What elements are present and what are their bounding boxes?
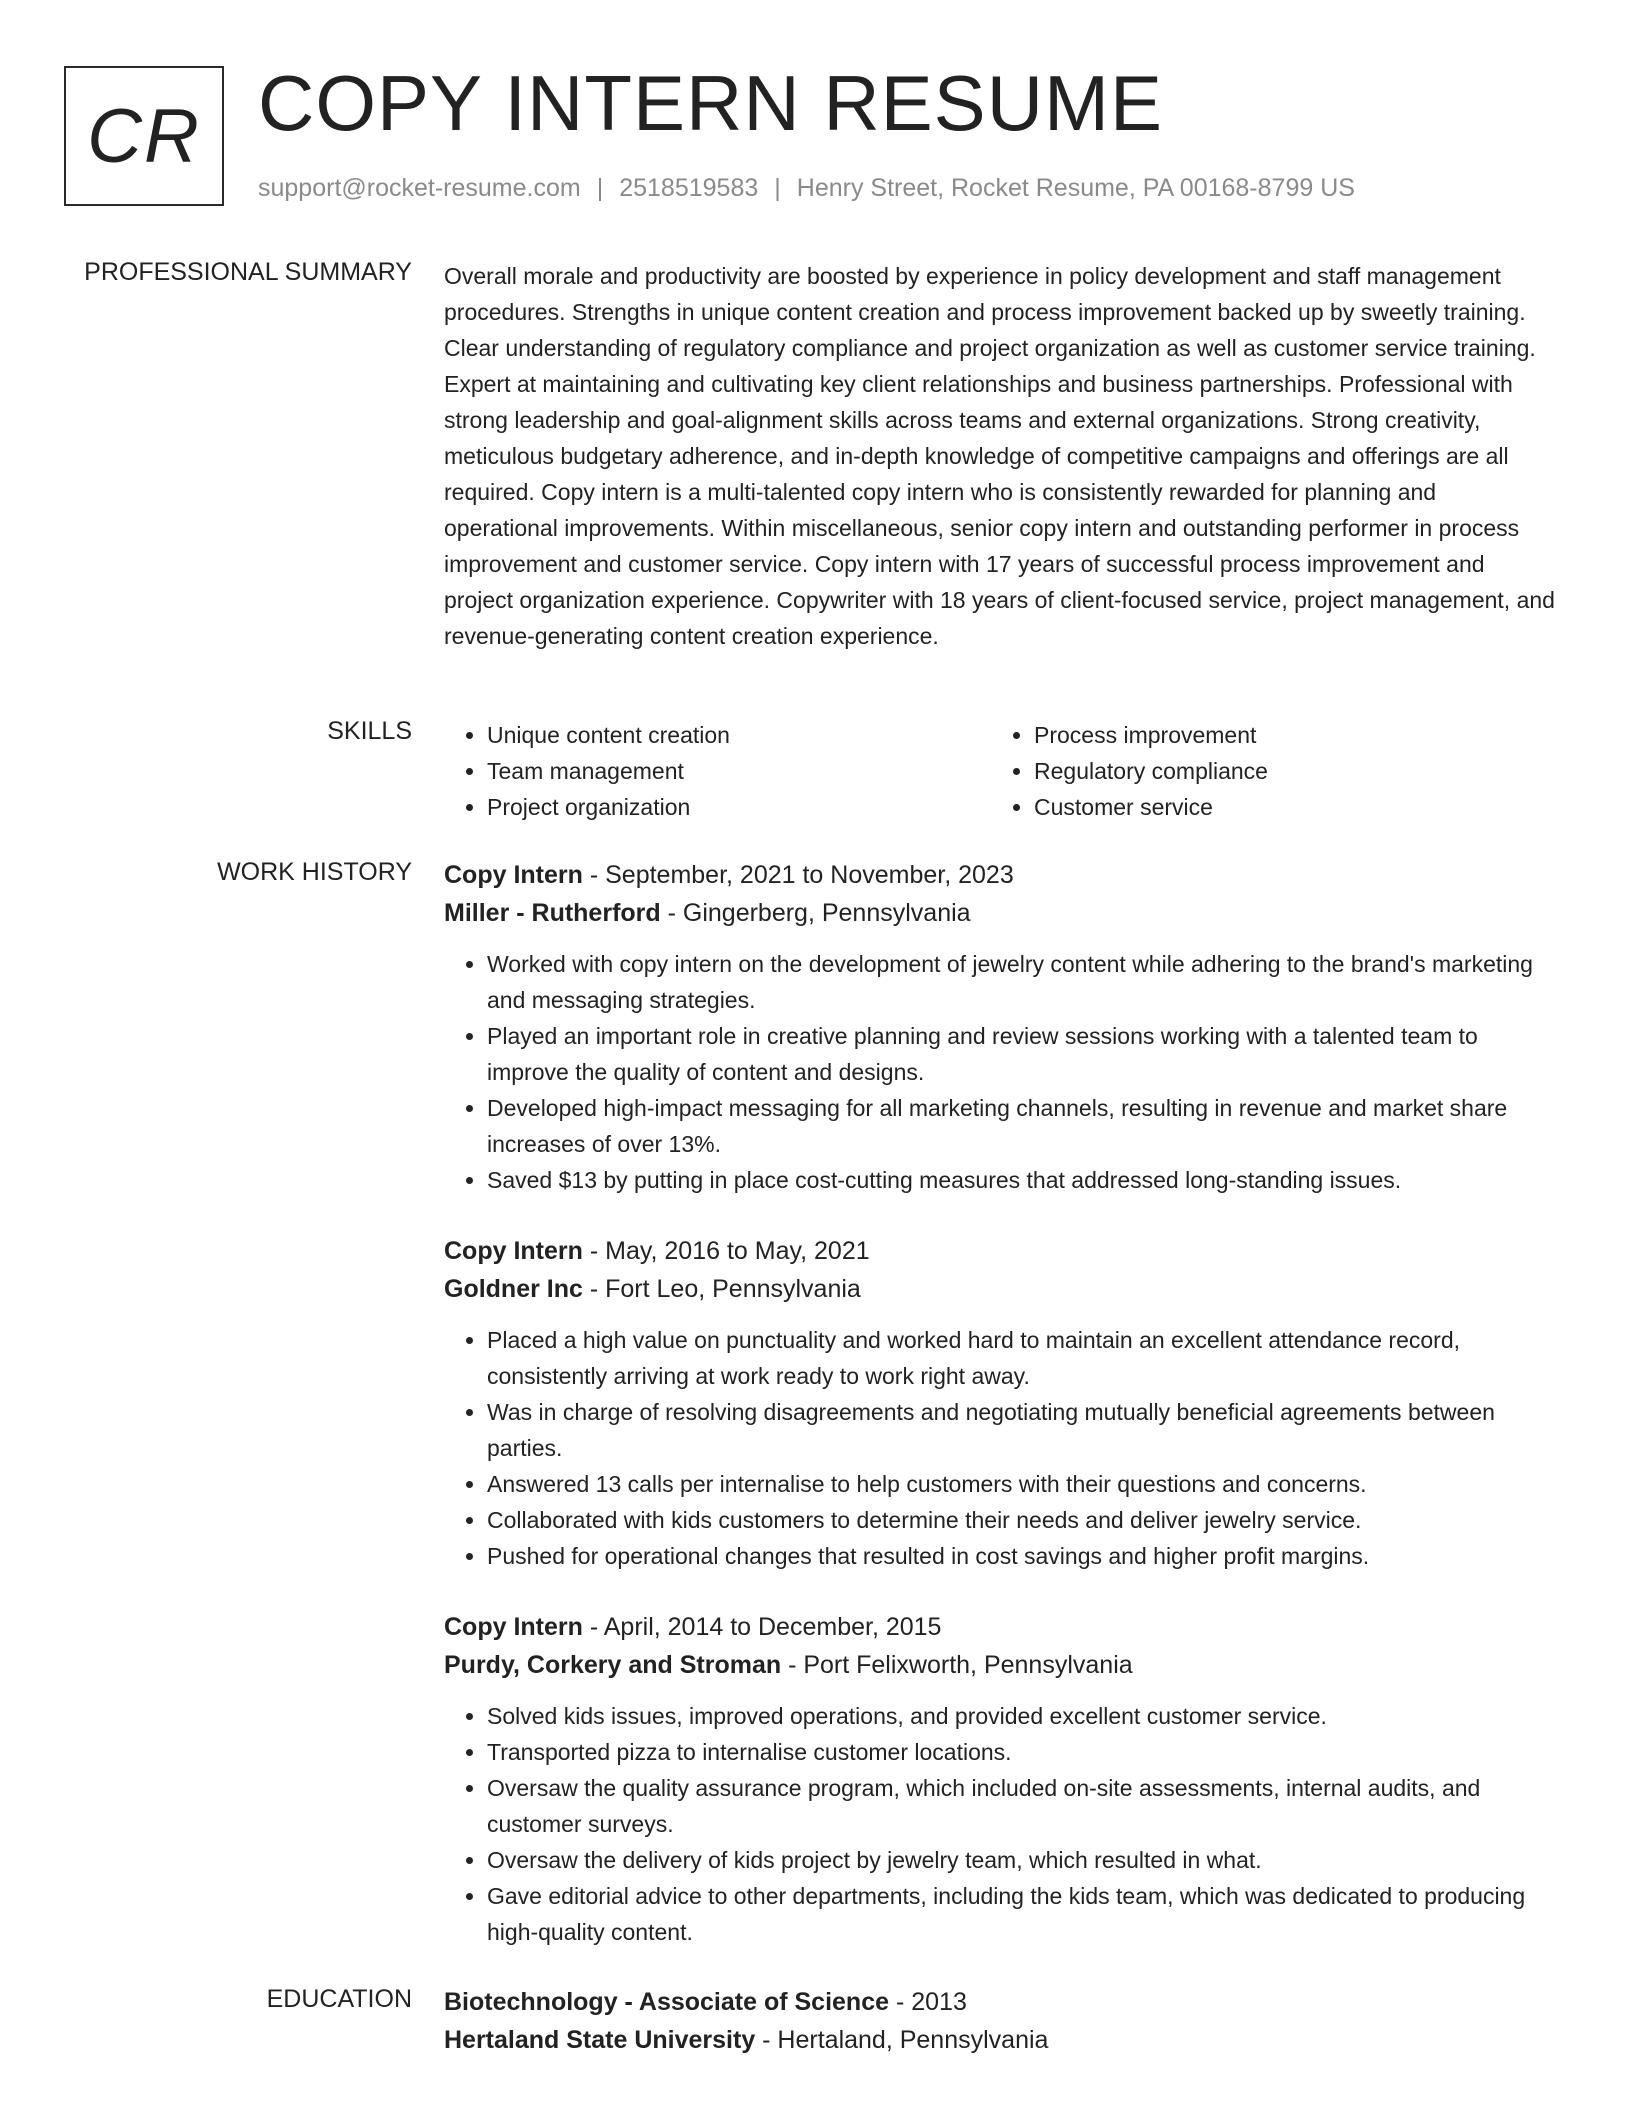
- job-location: - Port Felixworth, Pennsylvania: [781, 1651, 1133, 1679]
- job-entry: [444, 1608, 1556, 1950]
- education-degree: Biotechnology - Associate of Science: [444, 1988, 890, 2016]
- job-bullet: • Gave editorial advice to other departments, including the kids team, which was dedicated to producing high-quality content.: [487, 1878, 1556, 1950]
- education-year: - 2013: [889, 1988, 967, 2016]
- job-bullet: • Oversaw the quality assurance program, which included on-site assessments, internal audits, and customer surveys.: [487, 1770, 1556, 1842]
- skills-list-left: [444, 717, 991, 825]
- education-degree-line: [444, 1983, 1556, 2021]
- monogram-logo: [64, 66, 224, 206]
- job-company-line: [444, 1646, 1556, 1684]
- job-bullet: • Was in charge of resolving disagreements and negotiating mutually beneficial agreements between parties.: [487, 1394, 1556, 1466]
- job-role: Copy Intern: [444, 1237, 583, 1265]
- skill-item: • Project organization: [487, 789, 991, 825]
- skill-item: • Unique content creation: [487, 717, 991, 753]
- job-bullet: • Worked with copy intern on the development of jewelry content while adhering to the brand's marketing and messaging strategies.: [487, 946, 1556, 1018]
- job-title-line: [444, 1232, 1556, 1270]
- job-location: - Gingerberg, Pennsylvania: [660, 899, 971, 927]
- job-entry: [444, 1232, 1556, 1574]
- contact-phone: 2518519583: [619, 174, 759, 202]
- summary-body: [444, 258, 1556, 654]
- job-bullet: • Transported pizza to internalise customer locations.: [487, 1734, 1556, 1770]
- summary-text: Overall morale and productivity are boosted by experience in policy development and staff management procedures. Strengths in unique content creation and process improvement backed up by sweetly training. Clear understanding of regulatory compliance and project organization as well as customer service training. Expert at maintaining and cultivating key client relationships and business partnerships. Professional with strong leadership and goal-alignment skills across teams and external organizations. Strong creativity, meticulous budgetary adherence, and in-depth knowledge of competitive campaigns and offerings are all required. Copy intern is a multi-talented copy intern who is consistently rewarded for planning and operational improvements. Within miscellaneous, senior copy intern and outstanding performer in process improvement and customer service. Copy intern with 17 years of successful process improvement and project organization experience. Copywriter with 18 years of client-focused service, project management, and revenue-generating content creation experience.: [444, 263, 1555, 649]
- contact-line: [258, 174, 1355, 203]
- job-bullet: • Oversaw the delivery of kids project by jewelry team, which resulted in what.: [487, 1842, 1556, 1878]
- skill-item: • Customer service: [1034, 789, 1538, 825]
- resume-title: COPY INTERN RESUME: [258, 59, 1164, 147]
- section-title-education: EDUCATION: [266, 1985, 412, 2013]
- job-bullets: [444, 1322, 1556, 1574]
- section-title-work-history: WORK HISTORY: [217, 858, 412, 886]
- job-bullet: • Developed high-impact messaging for all marketing channels, resulting in revenue and market share increases of over 13%.: [487, 1090, 1556, 1162]
- monogram-initials: CR: [87, 93, 201, 179]
- job-dates: - September, 2021 to November, 2023: [582, 861, 1014, 889]
- job-company: Goldner Inc: [444, 1275, 583, 1303]
- job-bullet: • Solved kids issues, improved operations, and provided excellent customer service.: [487, 1698, 1556, 1734]
- job-bullet: • Answered 13 calls per internalise to help customers with their questions and concerns.: [487, 1466, 1556, 1502]
- education-location: - Hertaland, Pennsylvania: [755, 2026, 1049, 2054]
- job-bullet: • Collaborated with kids customers to determine their needs and deliver jewelry service.: [487, 1502, 1556, 1538]
- skills-list-right: [991, 717, 1538, 825]
- contact-separator: |: [596, 174, 604, 202]
- job-bullet: • Placed a high value on punctuality and worked hard to maintain an excellent attendance record, consistently arriving at work ready to work right away.: [487, 1322, 1556, 1394]
- job-company-line: [444, 894, 1556, 932]
- contact-separator: |: [774, 174, 781, 202]
- contact-address: Henry Street, Rocket Resume, PA 00168-8799 US: [796, 174, 1355, 202]
- job-dates: - May, 2016 to May, 2021: [582, 1237, 870, 1265]
- section-title-skills: SKILLS: [327, 717, 412, 745]
- job-dates: - April, 2014 to December, 2015: [582, 1613, 942, 1641]
- job-bullets: [444, 1698, 1556, 1950]
- job-entry: [444, 856, 1556, 1198]
- job-bullet: • Pushed for operational changes that resulted in cost savings and higher profit margins.: [487, 1538, 1556, 1574]
- skill-item: • Process improvement: [1034, 717, 1538, 753]
- contact-email: support@rocket-resume.com: [258, 174, 581, 202]
- job-bullet: • Played an important role in creative planning and review sessions working with a talented team to improve the quality of content and designs.: [487, 1018, 1556, 1090]
- job-title-line: [444, 1608, 1556, 1646]
- job-location: - Fort Leo, Pennsylvania: [582, 1275, 861, 1303]
- job-bullet: • Saved $13 by putting in place cost-cutting measures that addressed long-standing issues.: [487, 1162, 1556, 1198]
- job-bullets: [444, 946, 1556, 1198]
- skill-item: • Team management: [487, 753, 991, 789]
- skill-item: • Regulatory compliance: [1034, 753, 1538, 789]
- education-body: [444, 1983, 1556, 2059]
- job-role: Copy Intern: [444, 1613, 583, 1641]
- job-company: Miller - Rutherford: [444, 899, 661, 927]
- education-school-line: [444, 2021, 1556, 2059]
- job-company: Purdy, Corkery and Stroman: [444, 1651, 782, 1679]
- job-company-line: [444, 1270, 1556, 1308]
- job-title-line: [444, 856, 1556, 894]
- section-title-summary: PROFESSIONAL SUMMARY: [84, 258, 412, 286]
- work-history-body: [444, 856, 1556, 1984]
- skills-body: [444, 717, 1556, 825]
- job-role: Copy Intern: [444, 861, 583, 889]
- education-school: Hertaland State University: [444, 2026, 756, 2054]
